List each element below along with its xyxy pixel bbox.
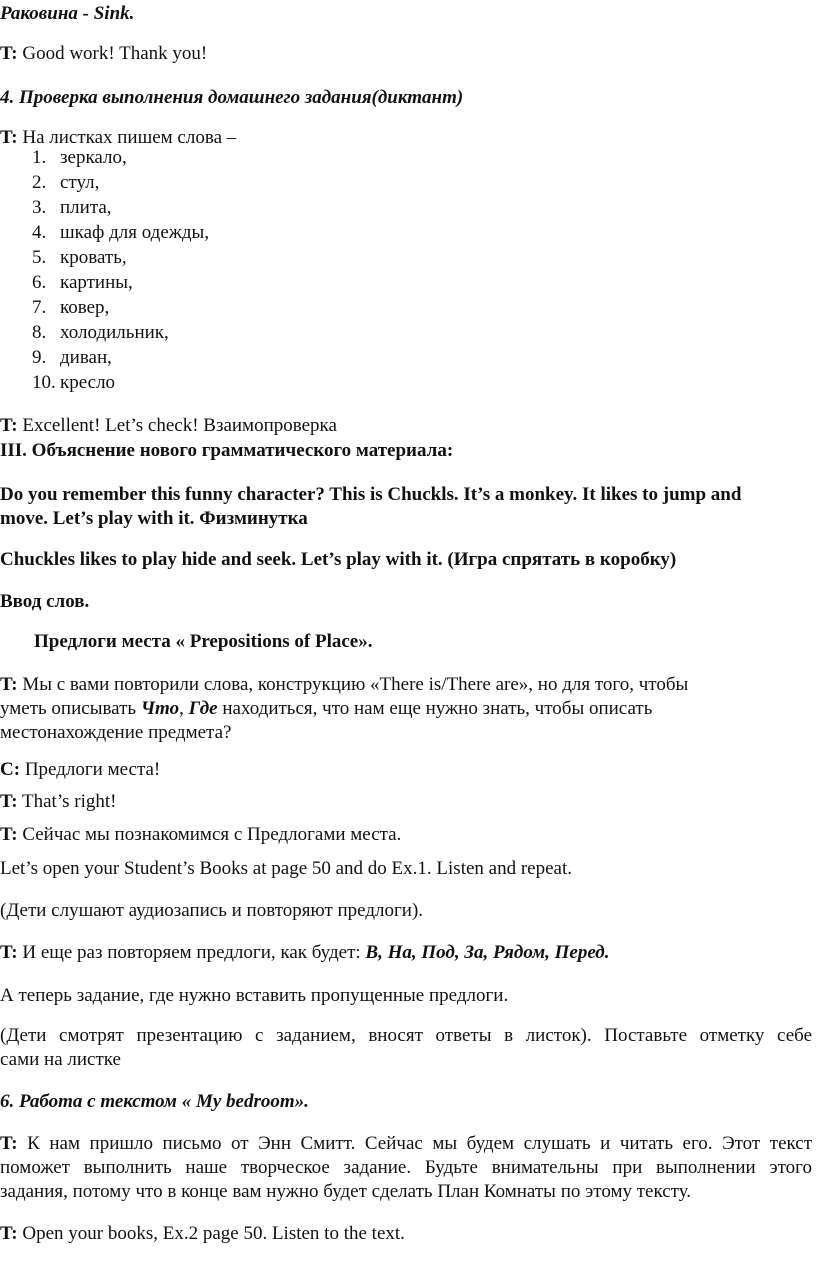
speaker-label: T:	[0, 43, 18, 64]
line-text: находиться, что нам еще нужно знать, чтобы описать	[217, 698, 653, 719]
section-4-heading: 4. Проверка выполнения домашнего задания(диктант)	[0, 87, 464, 108]
repeat-para-line-2	[0, 697, 652, 721]
list-item	[0, 196, 209, 221]
hide-and-seek-line: Chuckles likes to play hide and seek. Let’s play with it. (Игра спрятать в коробку)	[0, 549, 677, 570]
list-number: 6.	[32, 272, 47, 293]
list-word: картины,	[60, 272, 133, 293]
list-word: стул,	[60, 172, 100, 193]
open-books-line: Let’s open your Student’s Books at page 50 and do Ex.1. Listen and repeat.	[0, 858, 572, 879]
speaker-label: T:	[0, 415, 18, 436]
line-text: Сейчас мы познакомимся с Предлогами места.	[17, 824, 402, 845]
list-item	[0, 221, 209, 246]
line-text: И еще раз повторяем предлоги, как будет:	[17, 942, 366, 963]
line-text: Good work! Thank you!	[17, 43, 208, 64]
speaker-label: C:	[0, 759, 21, 780]
list-item	[0, 321, 209, 346]
speaker-label: T:	[0, 674, 18, 695]
letter-para-line-3: задания, потому что в конце вам нужно будет сделать План Комнаты по этому тексту.	[0, 1181, 692, 1202]
list-number: 9.	[32, 347, 47, 368]
list-number: 10.	[32, 372, 56, 393]
list-item	[0, 296, 209, 321]
repeat-again-line	[0, 941, 609, 965]
line-text: Мы с вами повторили слова, конструкцию «There is/There are», но для того, чтобы	[17, 674, 689, 695]
repeat-para-line-1	[0, 673, 688, 697]
line-text: Open your books, Ex.2 page 50. Listen to the text.	[17, 1223, 405, 1244]
speaker-label: T:	[0, 942, 18, 963]
line-text: ,	[179, 698, 189, 719]
speaker-label: T:	[0, 791, 18, 812]
line-text: Предлоги места!	[20, 759, 161, 780]
speaker-label: T:	[0, 1133, 18, 1154]
line-text: That’s right!	[17, 791, 117, 812]
kids-watch-line-2: сами на листке	[0, 1049, 121, 1070]
list-word: ковер,	[60, 297, 110, 318]
list-word: диван,	[60, 347, 112, 368]
vvod-slov-heading: Ввод слов.	[0, 591, 90, 612]
section-3-heading: III. Объяснение нового грамматического материала:	[0, 440, 454, 461]
speaker-label: T:	[0, 127, 18, 148]
line-text: На листках пишем слова –	[17, 127, 237, 148]
list-number: 4.	[32, 222, 47, 243]
dictation-word-list	[0, 146, 209, 396]
list-number: 1.	[32, 147, 47, 168]
acquaint-line	[0, 823, 401, 847]
good-work-line	[0, 42, 207, 66]
list-item	[0, 346, 209, 371]
list-number: 8.	[32, 322, 47, 343]
line-text: Excellent! Let’s check! Взаимопроверка	[17, 415, 337, 436]
line-text: К нам пришло письмо от Энн Смитт. Сейчас мы будем слушать и читать его. Этот текст	[17, 1133, 812, 1154]
excellent-line	[0, 414, 337, 438]
list-word: холодильник,	[60, 322, 169, 343]
list-word: зеркало,	[60, 147, 127, 168]
list-word: шкаф для одежды,	[60, 222, 210, 243]
open-ex2-line	[0, 1222, 405, 1246]
prepositions-title: Предлоги места « Prepositions of Place».	[34, 631, 373, 652]
repeat-para-line-3: местонахождение предмета?	[0, 722, 232, 743]
emphasis-where: Где	[188, 698, 218, 719]
chuckls-line-1: Do you remember this funny character? This is Chuckls. It’s a monkey. It likes to jump and	[0, 484, 742, 505]
list-number: 3.	[32, 197, 47, 218]
list-number: 7.	[32, 297, 47, 318]
section-6-heading: 6. Работа с текстом « My bedroom».	[0, 1091, 309, 1112]
speaker-label: T:	[0, 824, 18, 845]
list-item	[0, 146, 209, 171]
letter-para-line-2: поможет выполнить наше творческое задание. Будьте внимательны при выполнении этого	[0, 1157, 812, 1178]
list-word: плита,	[60, 197, 112, 218]
chuckls-line-2: move. Let’s play with it. Физминутка	[0, 508, 308, 529]
c-answer-line	[0, 758, 160, 782]
list-word: кровать,	[60, 247, 127, 268]
list-number: 2.	[32, 172, 47, 193]
line-text: уметь описывать	[0, 698, 141, 719]
speaker-label: T:	[0, 1223, 18, 1244]
list-item	[0, 371, 209, 396]
task-insert-line: А теперь задание, где нужно вставить пропущенные предлоги.	[0, 985, 509, 1006]
kids-watch-line-1: (Дети смотрят презентацию с заданием, вносят ответы в листок). Поставьте отметку себе	[0, 1025, 812, 1046]
prepositions-emphasis: В, На, Под, За, Рядом, Перед.	[365, 942, 610, 963]
list-item	[0, 271, 209, 296]
list-number: 5.	[32, 247, 47, 268]
list-word: кресло	[60, 372, 116, 393]
emphasis-what: Что	[140, 698, 180, 719]
list-item	[0, 171, 209, 196]
heading-sink: Раковина - Sink.	[0, 3, 135, 24]
thats-right-line	[0, 790, 116, 814]
letter-para-line-1	[0, 1132, 812, 1156]
kids-listen-line: (Дети слушают аудиозапись и повторяют предлоги).	[0, 900, 424, 921]
list-item	[0, 246, 209, 271]
